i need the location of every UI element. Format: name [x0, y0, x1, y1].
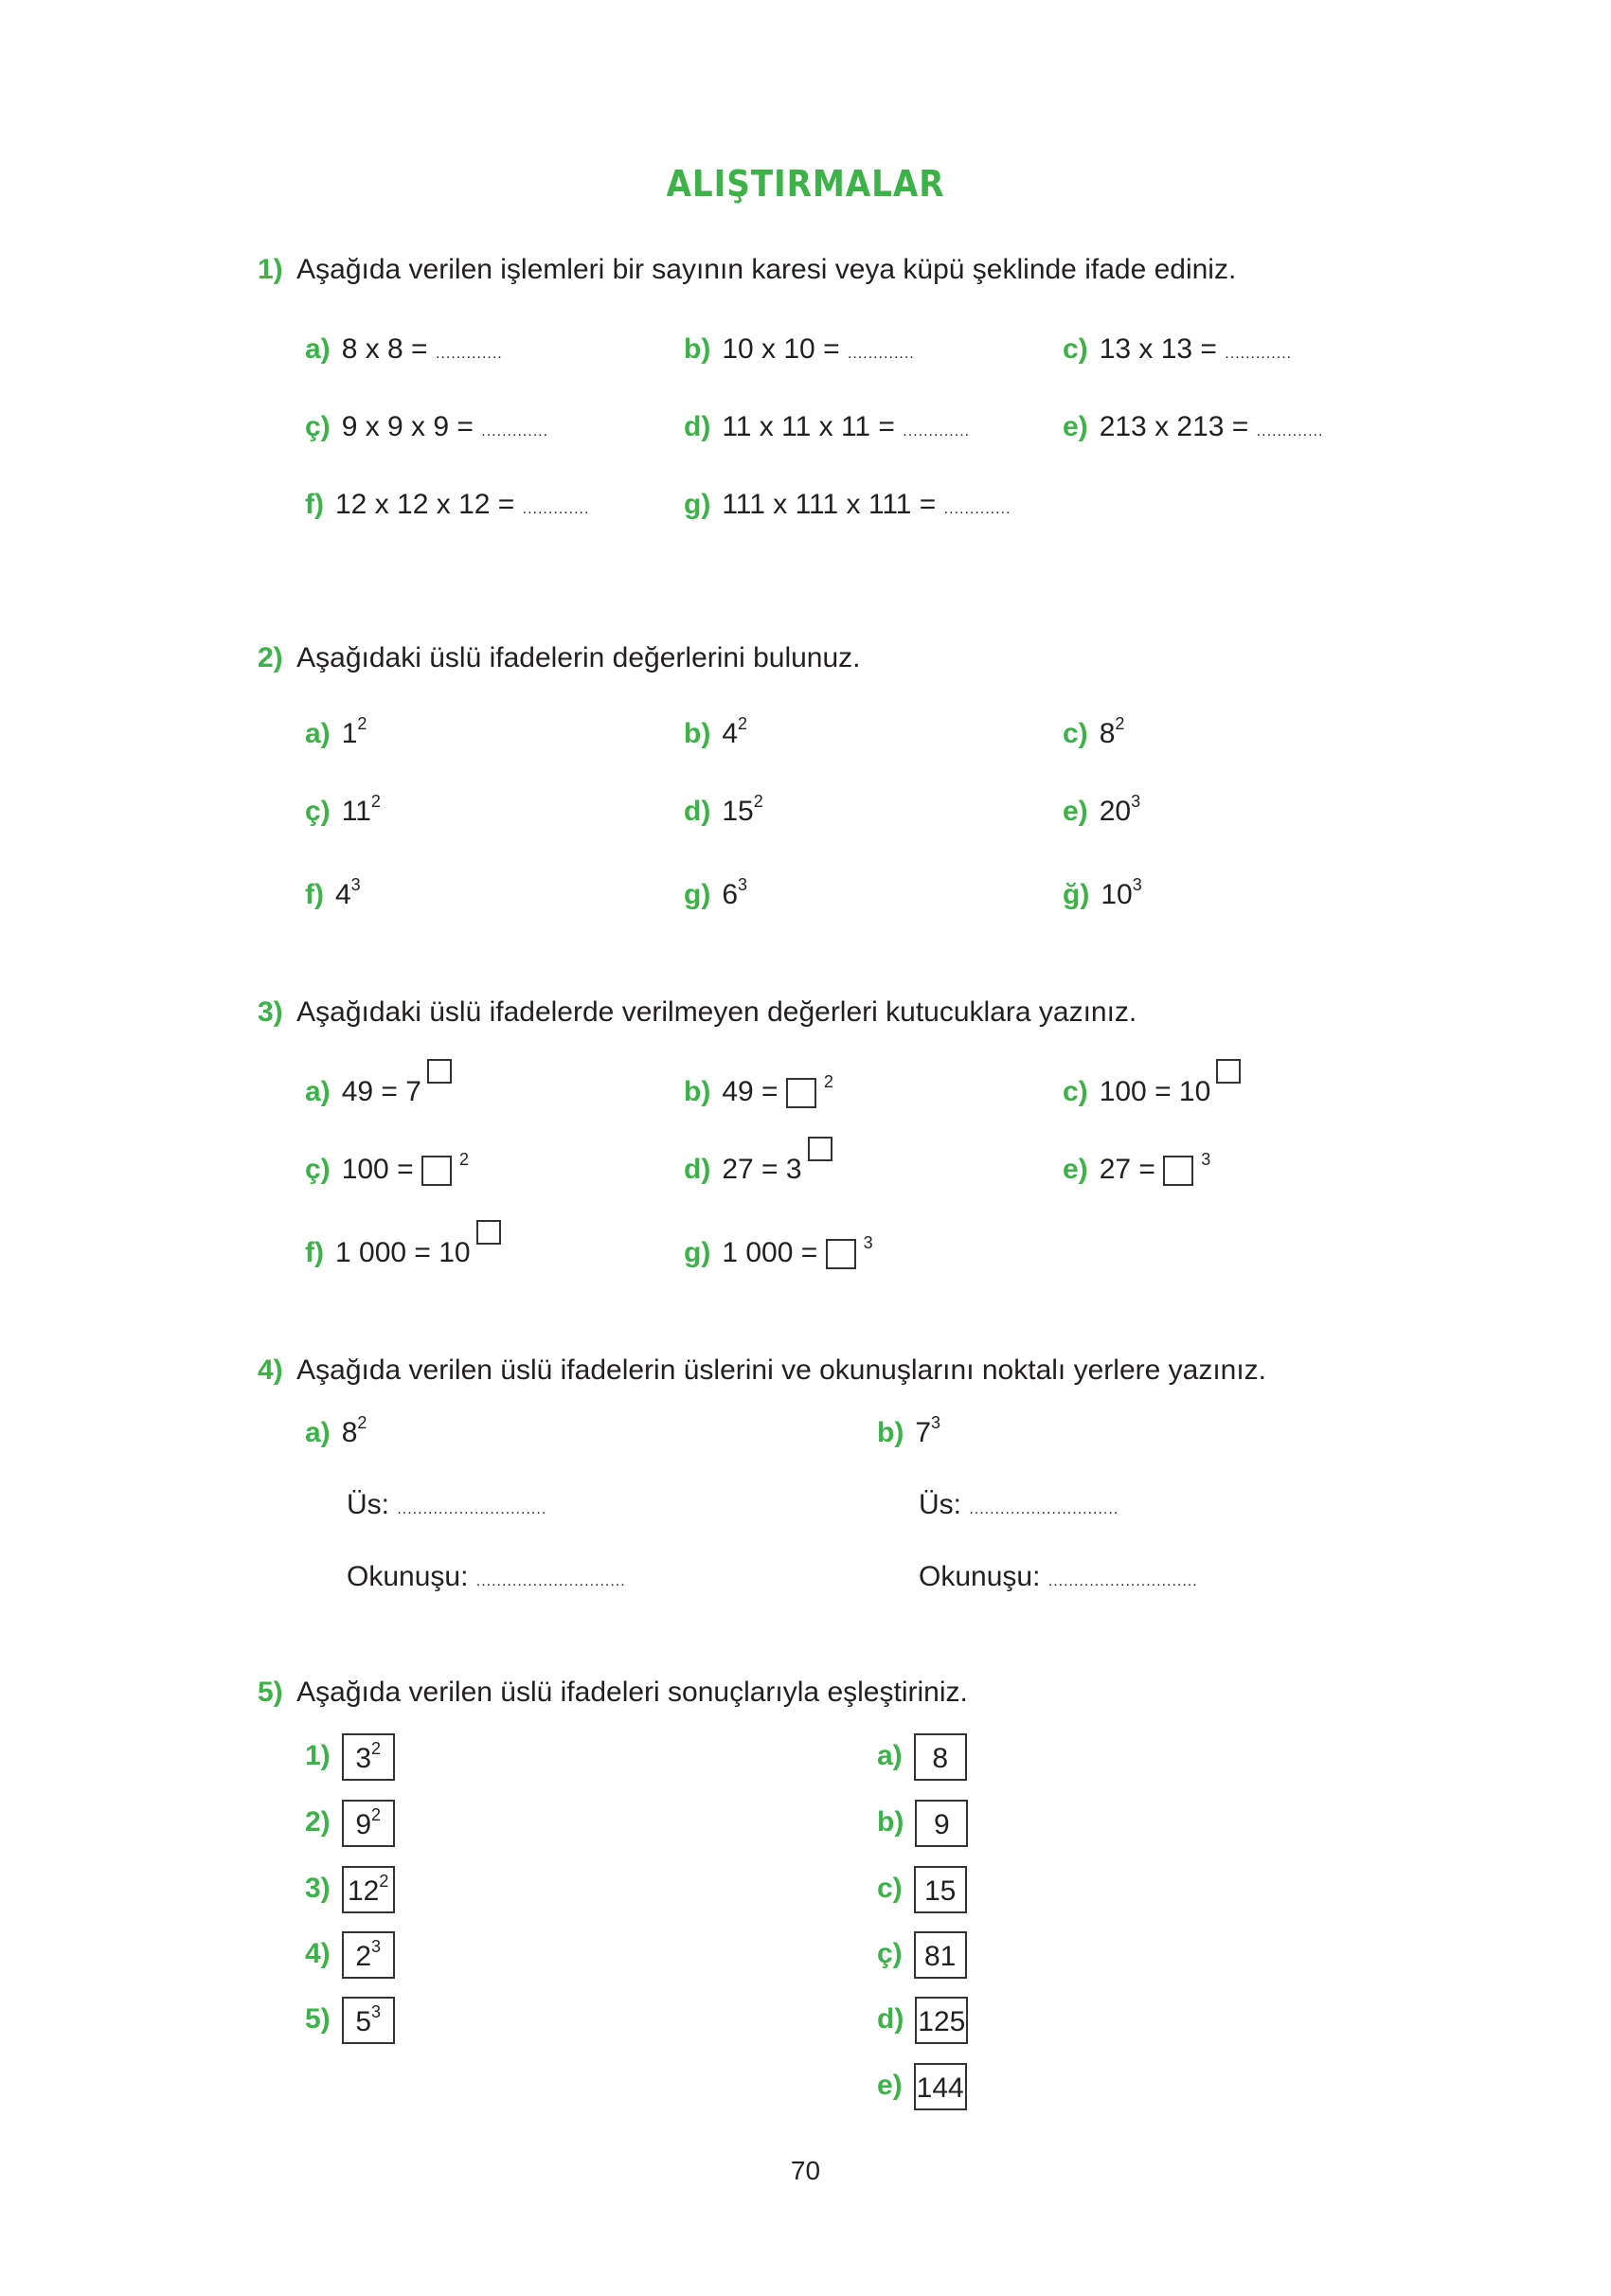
base: 8	[341, 1417, 358, 1448]
item-label: 1)	[305, 1739, 331, 1771]
question-2-heading	[258, 642, 861, 674]
exponent: 3	[931, 1413, 941, 1432]
exponent-answer-box[interactable]	[476, 1220, 501, 1245]
item-label: 3)	[305, 1872, 331, 1904]
expression-box	[342, 1800, 395, 1847]
item-label: ç)	[305, 796, 331, 827]
exponent: 3	[350, 875, 361, 894]
result-box: 125	[915, 1997, 968, 2044]
question-4-heading	[258, 1354, 1266, 1387]
question-3-heading	[258, 996, 1137, 1029]
exponent: 2	[357, 714, 367, 733]
exponent: 2	[357, 1413, 367, 1432]
expression-box	[342, 1931, 395, 1979]
item-label: ç)	[305, 411, 331, 442]
expression: 27 =	[1099, 1154, 1155, 1185]
question-text: Aşağıda verilen işlemleri bir sayının karesi veya küpü şeklinde ifade ediniz.	[296, 254, 1237, 285]
base: 15	[722, 796, 754, 827]
expression: 12 x 12 x 12 =	[334, 489, 515, 520]
question-1-heading	[258, 254, 1236, 286]
base-answer-box[interactable]	[826, 1239, 856, 1269]
question-text: Aşağıda verilen üslü ifadelerin üslerini ve okunuşlarını noktalı yerlere yazınız.	[296, 1354, 1267, 1386]
item-label: c)	[877, 1872, 903, 1904]
q3-item-cc	[305, 1150, 469, 1186]
exponent: 2	[753, 792, 763, 811]
exponent: 2	[1115, 714, 1125, 733]
item-label: f)	[305, 489, 324, 520]
answer-blank[interactable]: .............	[481, 423, 549, 439]
result-box: 15	[914, 1866, 967, 1913]
q3-item-d	[684, 1154, 832, 1186]
answer-blank[interactable]: .............	[1256, 423, 1324, 439]
base: 20	[1099, 796, 1132, 827]
item-label: b)	[684, 718, 711, 749]
q3-item-f	[305, 1237, 501, 1269]
q1-item-a	[305, 333, 503, 366]
exponent: 3	[738, 875, 748, 894]
base: 2	[355, 1941, 372, 1972]
item-label: ğ)	[1063, 879, 1090, 910]
expression: 13 x 13 =	[1099, 333, 1217, 365]
expression-box	[342, 1866, 395, 1913]
expression: 8 x 8 =	[341, 333, 428, 365]
q5-right-d[interactable]	[877, 1997, 968, 2044]
q4-b-us	[919, 1489, 1119, 1521]
exponent: 2	[379, 1872, 389, 1891]
result-box: 81	[914, 1931, 967, 1979]
expression-box	[342, 1733, 395, 1781]
question-number: 5)	[258, 1677, 283, 1708]
q5-right-cc[interactable]	[877, 1931, 967, 1979]
page-number: 70	[790, 2156, 821, 2185]
base: 10	[1101, 879, 1133, 910]
item-label: ç)	[877, 1937, 903, 1969]
expression: 49 =	[722, 1076, 779, 1107]
item-label: c)	[1063, 333, 1088, 365]
base: 11	[341, 796, 371, 827]
q2-item-gg	[1063, 875, 1142, 911]
exponent: 2	[371, 1739, 382, 1758]
expression: 111 x 111 x 111 =	[722, 489, 937, 520]
item-label: a)	[305, 1076, 331, 1107]
answer-blank[interactable]: .............	[435, 346, 503, 362]
answer-blank[interactable]: .............	[847, 346, 915, 362]
q3-item-e	[1063, 1150, 1211, 1186]
item-label: a)	[305, 333, 331, 365]
q5-right-e[interactable]	[877, 2063, 967, 2110]
exponent: 2	[370, 792, 381, 811]
expression: 9 x 9 x 9 =	[341, 411, 474, 442]
base: 5	[355, 2006, 372, 2037]
item-label: ç)	[305, 1154, 331, 1185]
exponent: 2	[371, 1805, 382, 1824]
q1-item-e	[1063, 411, 1323, 443]
item-label: b)	[877, 1417, 904, 1448]
exponent: 3	[371, 2002, 382, 2021]
q3-item-b	[684, 1072, 833, 1108]
item-label: b)	[684, 1076, 711, 1107]
q4-item-a	[305, 1413, 367, 1449]
q4-a-okunus	[347, 1561, 626, 1593]
q2-item-c	[1063, 714, 1125, 750]
item-label: 4)	[305, 1937, 331, 1969]
q1-item-d	[684, 411, 970, 443]
exponent-answer-box[interactable]	[1216, 1059, 1241, 1084]
us-label: Üs:	[919, 1489, 961, 1520]
exponent: 2	[823, 1072, 833, 1091]
item-label: e)	[877, 2069, 903, 2101]
okunus-label: Okunuşu:	[919, 1561, 1041, 1592]
base: 3	[355, 1743, 372, 1774]
question-number: 2)	[258, 642, 283, 673]
q5-right-a[interactable]	[877, 1733, 967, 1781]
q4-b-okunus	[919, 1561, 1198, 1593]
expression-box	[342, 1997, 395, 2044]
base: 1	[341, 718, 358, 749]
base: 7	[915, 1417, 932, 1448]
item-label: g)	[684, 1237, 711, 1268]
item-label: c)	[1063, 1076, 1088, 1107]
question-number: 4)	[258, 1354, 283, 1386]
item-label: g)	[684, 489, 711, 520]
exponent: 3	[371, 1937, 382, 1956]
q5-left-3[interactable]	[305, 1866, 395, 1913]
q4-item-b	[877, 1413, 941, 1449]
expression: 11 x 11 x 11 =	[722, 411, 895, 442]
item-label: a)	[877, 1739, 903, 1771]
item-label: d)	[877, 2002, 904, 2035]
q2-item-a	[305, 714, 367, 750]
q1-item-c	[1063, 333, 1292, 366]
item-label: d)	[684, 411, 711, 442]
expression: 49 = 7	[341, 1076, 421, 1107]
expression: 100 =	[341, 1154, 414, 1185]
q5-left-2[interactable]	[305, 1800, 395, 1847]
exponent: 2	[458, 1150, 469, 1169]
exponent: 3	[1132, 875, 1142, 894]
base-answer-box[interactable]	[1163, 1156, 1193, 1186]
question-number: 1)	[258, 254, 283, 285]
q5-right-b[interactable]	[877, 1800, 968, 1847]
q1-item-b	[684, 333, 915, 366]
question-text: Aşağıda verilen üslü ifadeleri sonuçlarıyla eşleştiriniz.	[296, 1677, 968, 1708]
expression: 1 000 =	[722, 1237, 818, 1268]
q1-item-f	[305, 489, 589, 521]
base: 8	[1099, 718, 1116, 749]
base: 4	[722, 718, 739, 749]
q2-item-d	[684, 792, 763, 828]
base: 12	[347, 1875, 380, 1907]
base-answer-box[interactable]	[786, 1078, 816, 1108]
base-answer-box[interactable]	[421, 1156, 452, 1186]
item-label: f)	[305, 1237, 324, 1268]
question-text: Aşağıdaki üslü ifadelerde verilmeyen değerleri kutucuklara yazınız.	[296, 996, 1137, 1028]
expression: 10 x 10 =	[722, 333, 840, 365]
item-label: 2)	[305, 1805, 331, 1838]
q2-item-f	[305, 875, 361, 911]
base: 4	[334, 879, 351, 910]
q5-right-c[interactable]	[877, 1866, 967, 1913]
item-label: e)	[1063, 796, 1088, 827]
q2-item-cc	[305, 792, 381, 828]
item-label: a)	[305, 718, 331, 749]
answer-blank[interactable]: .............	[903, 423, 971, 439]
q2-item-g	[684, 875, 748, 911]
okunus-blank[interactable]: .............................	[1047, 1573, 1198, 1589]
item-label: b)	[684, 333, 711, 365]
okunus-blank[interactable]: .............................	[475, 1573, 626, 1589]
q5-left-4[interactable]	[305, 1931, 395, 1979]
us-label: Üs:	[347, 1489, 389, 1520]
answer-blank[interactable]: .............	[943, 501, 1011, 517]
item-label: d)	[684, 1154, 711, 1185]
item-label: e)	[1063, 1154, 1088, 1185]
question-number: 3)	[258, 996, 283, 1028]
item-label: a)	[305, 1417, 331, 1448]
exponent-answer-box[interactable]	[808, 1137, 832, 1161]
answer-blank[interactable]: .............	[522, 501, 590, 517]
result-box: 144	[914, 2063, 967, 2110]
item-label: e)	[1063, 411, 1088, 442]
expression: 1 000 = 10	[334, 1237, 471, 1268]
question-5-heading	[258, 1677, 968, 1709]
q5-left-1[interactable]	[305, 1733, 395, 1781]
expression: 213 x 213 =	[1099, 411, 1249, 442]
q2-item-b	[684, 714, 748, 750]
okunus-label: Okunuşu:	[347, 1561, 469, 1592]
exponent: 2	[738, 714, 748, 733]
result-box: 8	[914, 1733, 967, 1781]
exponent-answer-box[interactable]	[427, 1059, 452, 1084]
q5-left-5[interactable]	[305, 1997, 395, 2044]
item-label: d)	[684, 796, 711, 827]
q4-a-us	[347, 1489, 546, 1521]
base: 6	[722, 879, 739, 910]
question-text: Aşağıdaki üslü ifadelerin değerlerini bulunuz.	[296, 642, 861, 673]
us-blank[interactable]: .............................	[397, 1501, 547, 1517]
item-label: b)	[877, 1805, 904, 1838]
q2-item-e	[1063, 792, 1141, 828]
q3-item-c	[1063, 1076, 1241, 1108]
q1-item-cc	[305, 411, 548, 443]
item-label: c)	[1063, 718, 1088, 749]
exponent: 3	[863, 1233, 873, 1252]
q3-item-g	[684, 1233, 873, 1269]
q3-item-a	[305, 1076, 452, 1108]
item-label: 5)	[305, 2002, 331, 2035]
result-box: 9	[915, 1800, 968, 1847]
item-label: g)	[684, 879, 711, 910]
answer-blank[interactable]: .............	[1225, 346, 1293, 362]
expression: 27 = 3	[722, 1154, 802, 1185]
us-blank[interactable]: .............................	[969, 1501, 1119, 1517]
page-title: ALIŞTIRMALAR	[666, 163, 945, 205]
q1-item-g	[684, 489, 1011, 521]
exponent: 3	[1131, 792, 1141, 811]
exponent: 3	[1201, 1150, 1211, 1169]
item-label: f)	[305, 879, 324, 910]
expression: 100 = 10	[1099, 1076, 1211, 1107]
base: 9	[355, 1809, 372, 1840]
